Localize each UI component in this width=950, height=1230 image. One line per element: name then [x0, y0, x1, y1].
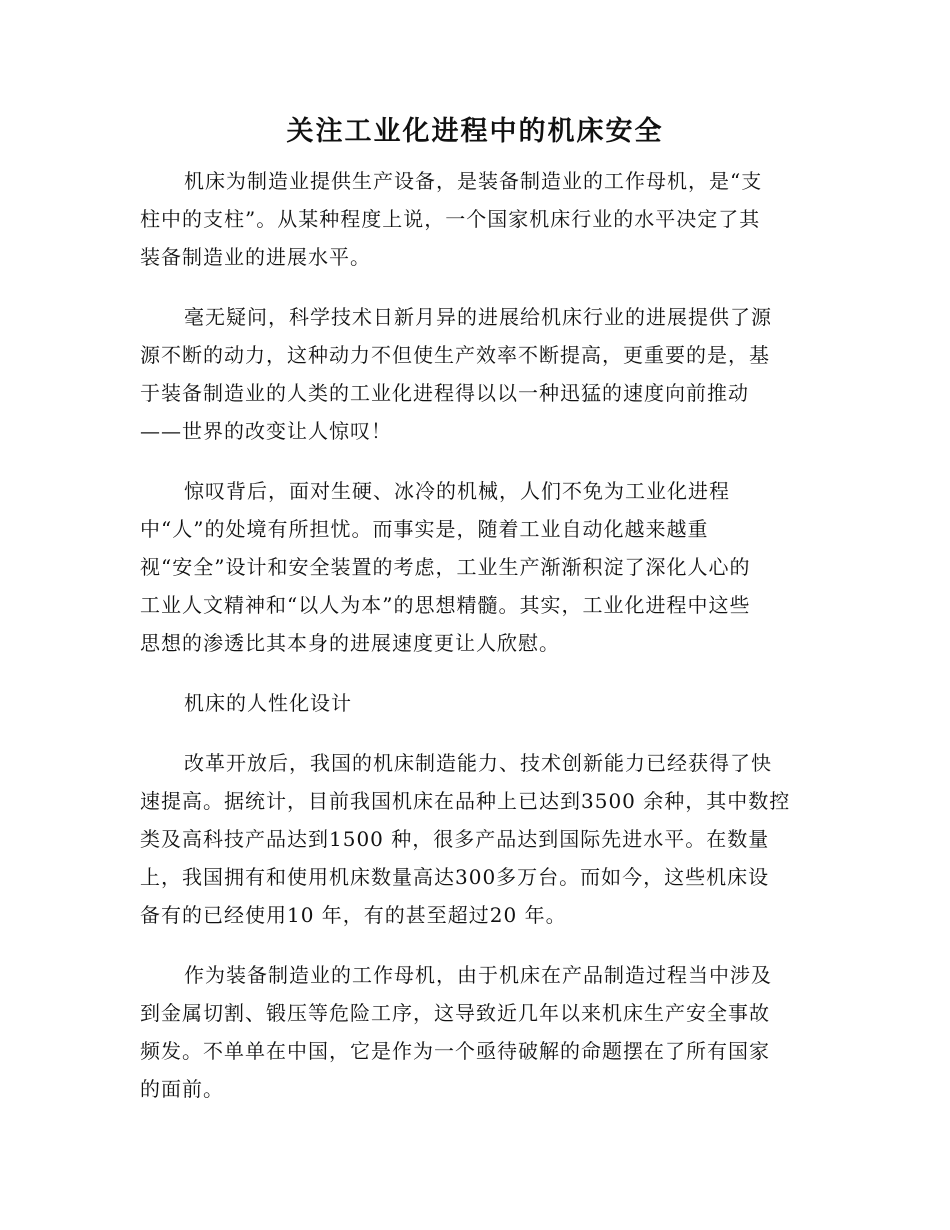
section-heading	[140, 684, 810, 722]
paragraph-line: 工业人文精神和“以人为本”的思想精髓。其实，工业化进程中这些	[140, 593, 751, 617]
paragraph-line: 类及高科技产品达到1500 种，很多产品达到国际先进水平。在数量	[140, 827, 770, 851]
paragraph-2	[140, 298, 810, 450]
paragraph-line: ——世界的改变让人惊叹！	[140, 419, 392, 443]
document-body	[140, 162, 810, 1130]
paragraph-4	[140, 744, 810, 934]
paragraph-line: 源不断的动力，这种动力不但使生产效率不断提高，更重要的是，基	[140, 343, 770, 367]
paragraph-line: 的面前。	[140, 1077, 224, 1101]
paragraph-line: 思想的渗透比其本身的进展速度更让人欣慰。	[140, 631, 560, 655]
document-title: 关注工业化进程中的机床安全	[286, 116, 664, 147]
paragraph-line: 速提高。据统计，目前我国机床在品种上已达到3500 余种，其中数控	[140, 789, 791, 813]
section-heading-text: 机床的人性化设计	[184, 691, 352, 715]
paragraph-line: 装备制造业的进展水平。	[140, 245, 371, 269]
paragraph-line: 改革开放后，我国的机床制造能力、技术创新能力已经获得了快	[184, 751, 772, 775]
paragraph-3	[140, 472, 810, 662]
paragraph-line: 毫无疑问，科学技术日新月异的进展给机床行业的进展提供了源	[184, 305, 772, 329]
paragraph-line: 作为装备制造业的工作母机，由于机床在产品制造过程当中涉及	[184, 963, 772, 987]
paragraph-line: 备有的已经使用10 年，有的甚至超过20 年。	[140, 903, 567, 927]
paragraph-line: 机床为制造业提供生产设备，是装备制造业的工作母机，是“支	[184, 169, 763, 193]
paragraph-5	[140, 956, 810, 1108]
paragraph-line: 上，我国拥有和使用机床数量高达300多万台。而如今，这些机床设	[140, 865, 770, 889]
paragraph-line: 频发。不单单在中国，它是作为一个亟待破解的命题摆在了所有国家	[140, 1039, 770, 1063]
paragraph-line: 中“人”的处境有所担忧。而事实是，随着工业自动化越来越重	[140, 517, 709, 541]
paragraph-1	[140, 162, 810, 276]
paragraph-line: 柱中的支柱”。从某种程度上说，一个国家机床行业的水平决定了其	[140, 207, 761, 231]
paragraph-line: 视“安全”设计和安全装置的考虑，工业生产渐渐积淀了深化人心的	[140, 555, 751, 579]
paragraph-line: 惊叹背后，面对生硬、冰冷的机械，人们不免为工业化进程	[184, 479, 730, 503]
paragraph-line: 于装备制造业的人类的工业化进程得以以一种迅猛的速度向前推动	[140, 381, 749, 405]
paragraph-line: 到金属切割、锻压等危险工序，这导致近几年以来机床生产安全事故	[140, 1001, 770, 1025]
